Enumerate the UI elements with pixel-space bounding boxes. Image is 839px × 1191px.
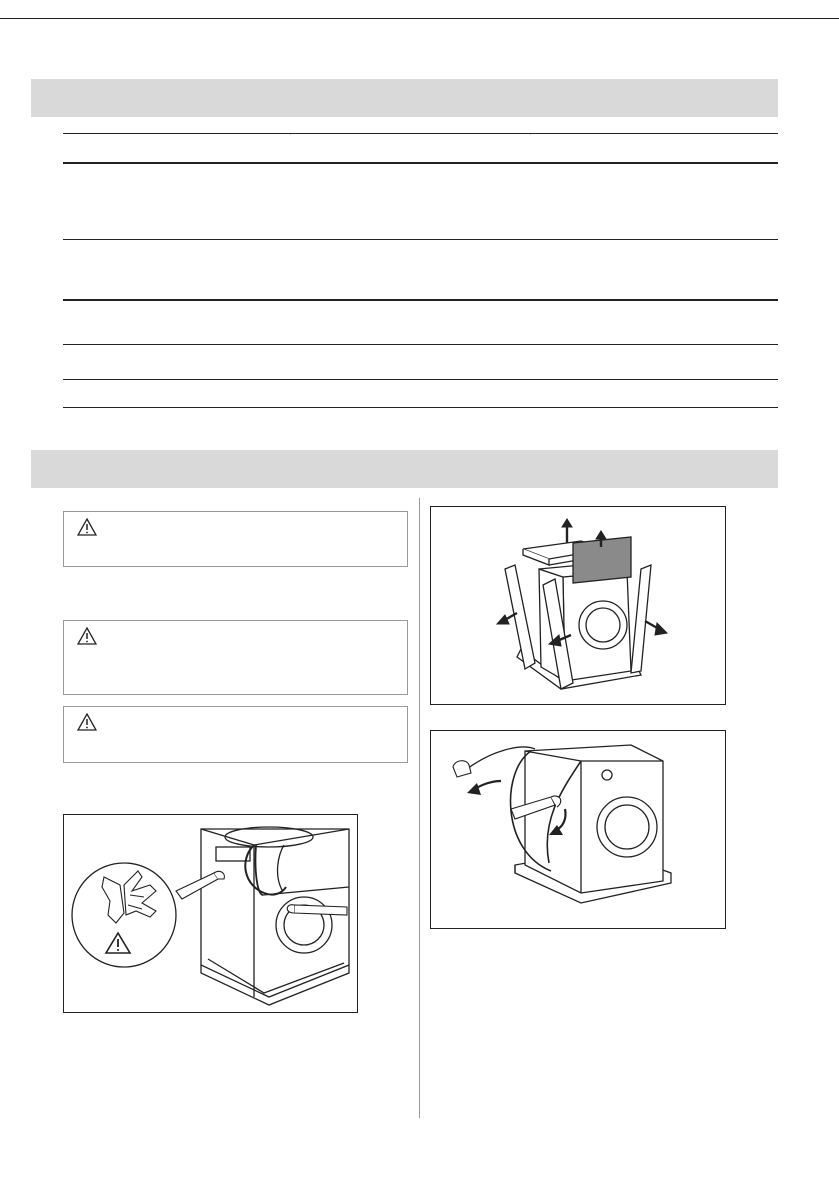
figure-gloves-remove-foil — [63, 814, 358, 1013]
table-col-divider — [530, 134, 531, 135]
figure-remove-plastic-cover — [430, 730, 726, 929]
warning-box — [63, 706, 408, 763]
illustration-remove-packaging — [431, 507, 726, 705]
illustration-gloves-remove-foil — [64, 815, 358, 1013]
section-title — [31, 450, 778, 466]
table-rule — [63, 133, 778, 134]
page-top-rule — [0, 18, 839, 19]
table-rule — [63, 299, 778, 301]
warning-triangle-icon — [77, 713, 97, 731]
illustration-remove-plastic-cover — [431, 731, 726, 929]
section-header-installation — [31, 450, 778, 488]
column-separator — [419, 498, 420, 1118]
warning-triangle-icon — [77, 518, 97, 536]
table-rule — [63, 379, 778, 380]
table-rule — [63, 407, 778, 408]
table-rule — [63, 344, 778, 345]
table-col-divider — [290, 134, 291, 135]
table-rule — [63, 162, 778, 164]
warning-box — [63, 511, 408, 567]
warning-triangle-icon — [77, 627, 97, 645]
figure-remove-packaging — [430, 506, 726, 705]
warning-box — [63, 620, 408, 695]
section-title — [31, 79, 778, 95]
table-rule — [63, 239, 778, 240]
section-header-specs — [31, 79, 778, 117]
